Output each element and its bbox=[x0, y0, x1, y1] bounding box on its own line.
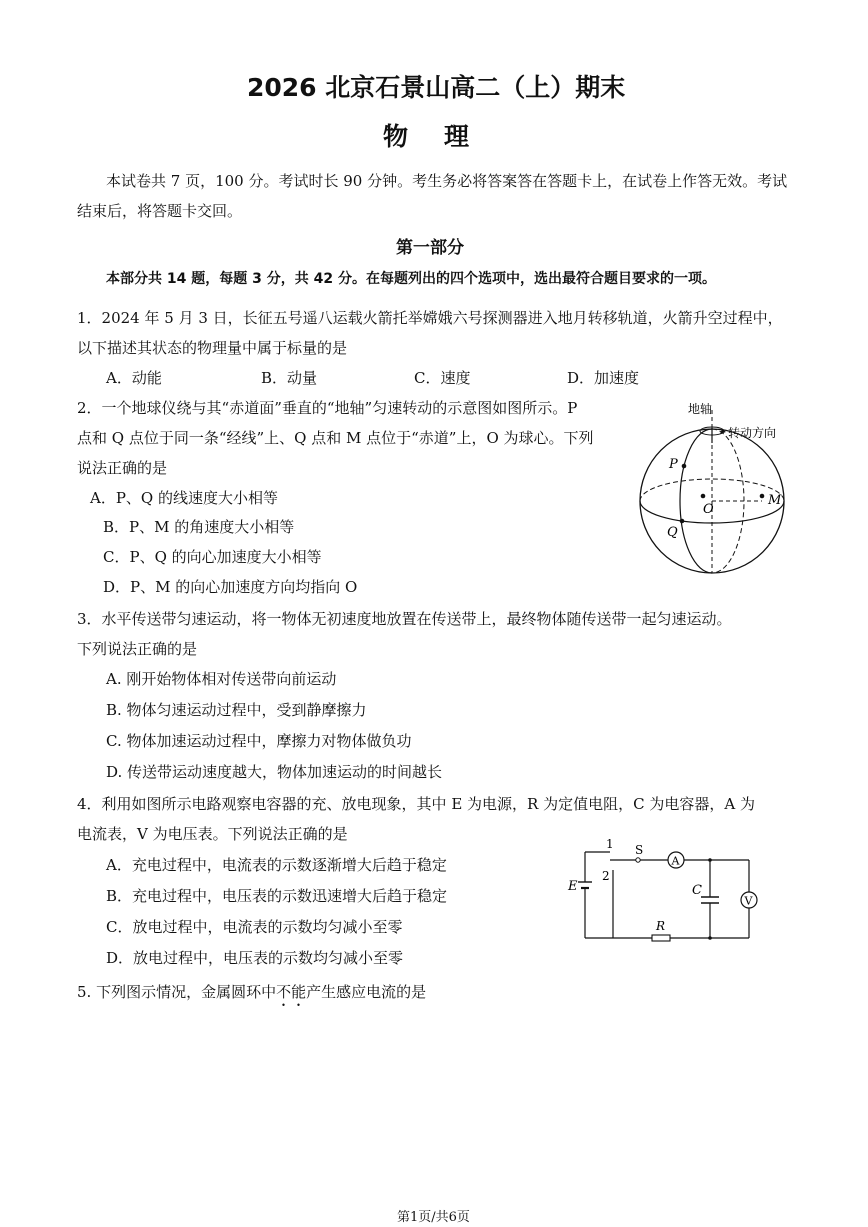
voltmeter-label: V bbox=[744, 894, 753, 908]
option-b: B．动量 bbox=[261, 369, 318, 387]
option-d: D．放电过程中，电压表的示数均匀减小至零 bbox=[106, 949, 404, 967]
globe-diagram bbox=[630, 398, 810, 578]
question-text-line: 1．2024 年 5 月 3 日，长征五号遥八运载火箭托举嫦娥六号探测器进入地月转移轨道，火箭升空过程中， bbox=[77, 309, 783, 327]
point-p-label: P bbox=[669, 457, 678, 472]
point-o-label: O bbox=[703, 502, 714, 517]
circuit-diagram bbox=[560, 834, 780, 949]
exam-title: 2026 北京石景山高二（上）期末 bbox=[247, 73, 626, 102]
ammeter-label: A bbox=[671, 854, 680, 868]
rotation-label: 转动方向 bbox=[728, 426, 777, 440]
subject-title: 物理 bbox=[383, 122, 506, 151]
option-d: D．加速度 bbox=[567, 369, 640, 387]
switch-pivot bbox=[636, 858, 640, 862]
point-q-dot bbox=[680, 519, 685, 524]
question-text: 5. 下列图示情况，金属圆环中 bbox=[77, 983, 277, 1001]
question-text-line: 说法正确的是 bbox=[77, 459, 168, 477]
option-c: C．P、Q 的向心加速度大小相等 bbox=[103, 548, 322, 566]
option-a: A．P、Q 的线速度大小相等 bbox=[90, 489, 278, 507]
question-text: 产生感应电流的是 bbox=[306, 983, 427, 1001]
switch-label: S bbox=[635, 843, 644, 857]
question-text-line: 下列说法正确的是 bbox=[77, 640, 198, 658]
point-q-label: Q bbox=[667, 525, 678, 540]
question-text-line: 以下描述其状态的物理量中属于标量的是 bbox=[77, 339, 348, 357]
part-heading: 第一部分 bbox=[396, 238, 464, 258]
question-text-line: 3．水平传送带匀速运动，将一物体无初速度地放置在传送带上，最终物体随传送带一起匀速运动。 bbox=[77, 610, 732, 628]
point-m-label: M bbox=[768, 493, 782, 508]
point-m-dot bbox=[760, 494, 765, 499]
capacitor-label: C bbox=[692, 883, 702, 898]
page-number: 第1页/共6页 bbox=[397, 1210, 470, 1225]
option-b: B. 物体匀速运动过程中，受到静摩擦力 bbox=[106, 701, 367, 719]
point-o-dot bbox=[701, 494, 706, 499]
resistor-label: R bbox=[656, 919, 666, 933]
point-p-dot bbox=[682, 464, 687, 469]
option-c: C. 物体加速运动过程中，摩擦力对物体做负功 bbox=[106, 732, 412, 750]
source-label: E bbox=[568, 879, 578, 894]
axis-label: 地轴 bbox=[688, 402, 713, 416]
question-text-line: 2．一个地球仪绕与其“赤道面”垂直的“地轴”匀速转动的示意图如图所示。P bbox=[77, 399, 578, 417]
resistor-icon bbox=[652, 935, 670, 941]
option-c: C．速度 bbox=[414, 369, 471, 387]
option-a: A．动能 bbox=[106, 369, 162, 387]
option-b: B．充电过程中，电压表的示数迅速增大后趋于稳定 bbox=[106, 887, 448, 905]
instructions-line-1: 本试卷共 7 页，100 分。考试时长 90 分钟。考生务必将答案答在答题卡上，在试卷上作答无效。考试 bbox=[106, 172, 788, 190]
option-a: A. 刚开始物体相对传送带向前运动 bbox=[106, 670, 337, 688]
emphasis-text: 不能 bbox=[276, 983, 307, 1001]
meridian-front bbox=[680, 429, 712, 573]
question-5 bbox=[77, 981, 426, 1010]
instructions-line-2: 结束后，将答题卡交回。 bbox=[77, 202, 243, 220]
question-text-line: 点和 Q 点位于同一条“经线”上、Q 点和 M 点位于“赤道”上，O 为球心。下列 bbox=[77, 429, 594, 447]
terminal-2-label: 2 bbox=[602, 869, 610, 883]
part-note: 本部分共 14 题，每题 3 分，共 42 分。在每题列出的四个选项中，选出最符合题目要求的一项。 bbox=[106, 271, 716, 287]
terminal-1-label: 1 bbox=[606, 837, 614, 851]
option-a: A．充电过程中，电流表的示数逐渐增大后趋于稳定 bbox=[106, 856, 447, 874]
question-text-line: 电流表，V 为电压表。下列说法正确的是 bbox=[77, 825, 348, 843]
option-b: B．P、M 的角速度大小相等 bbox=[103, 518, 295, 536]
option-d: D．P、M 的向心加速度方向均指向 O bbox=[103, 578, 358, 596]
option-c: C．放电过程中，电流表的示数均匀减小至零 bbox=[106, 918, 403, 936]
question-text-line: 4．利用如图所示电路观察电容器的充、放电现象，其中 E 为电源，R 为定值电阻，C 为电容器，A 为 bbox=[77, 795, 755, 813]
option-d: D. 传送带运动速度越大，物体加速运动的时间越长 bbox=[106, 763, 443, 781]
